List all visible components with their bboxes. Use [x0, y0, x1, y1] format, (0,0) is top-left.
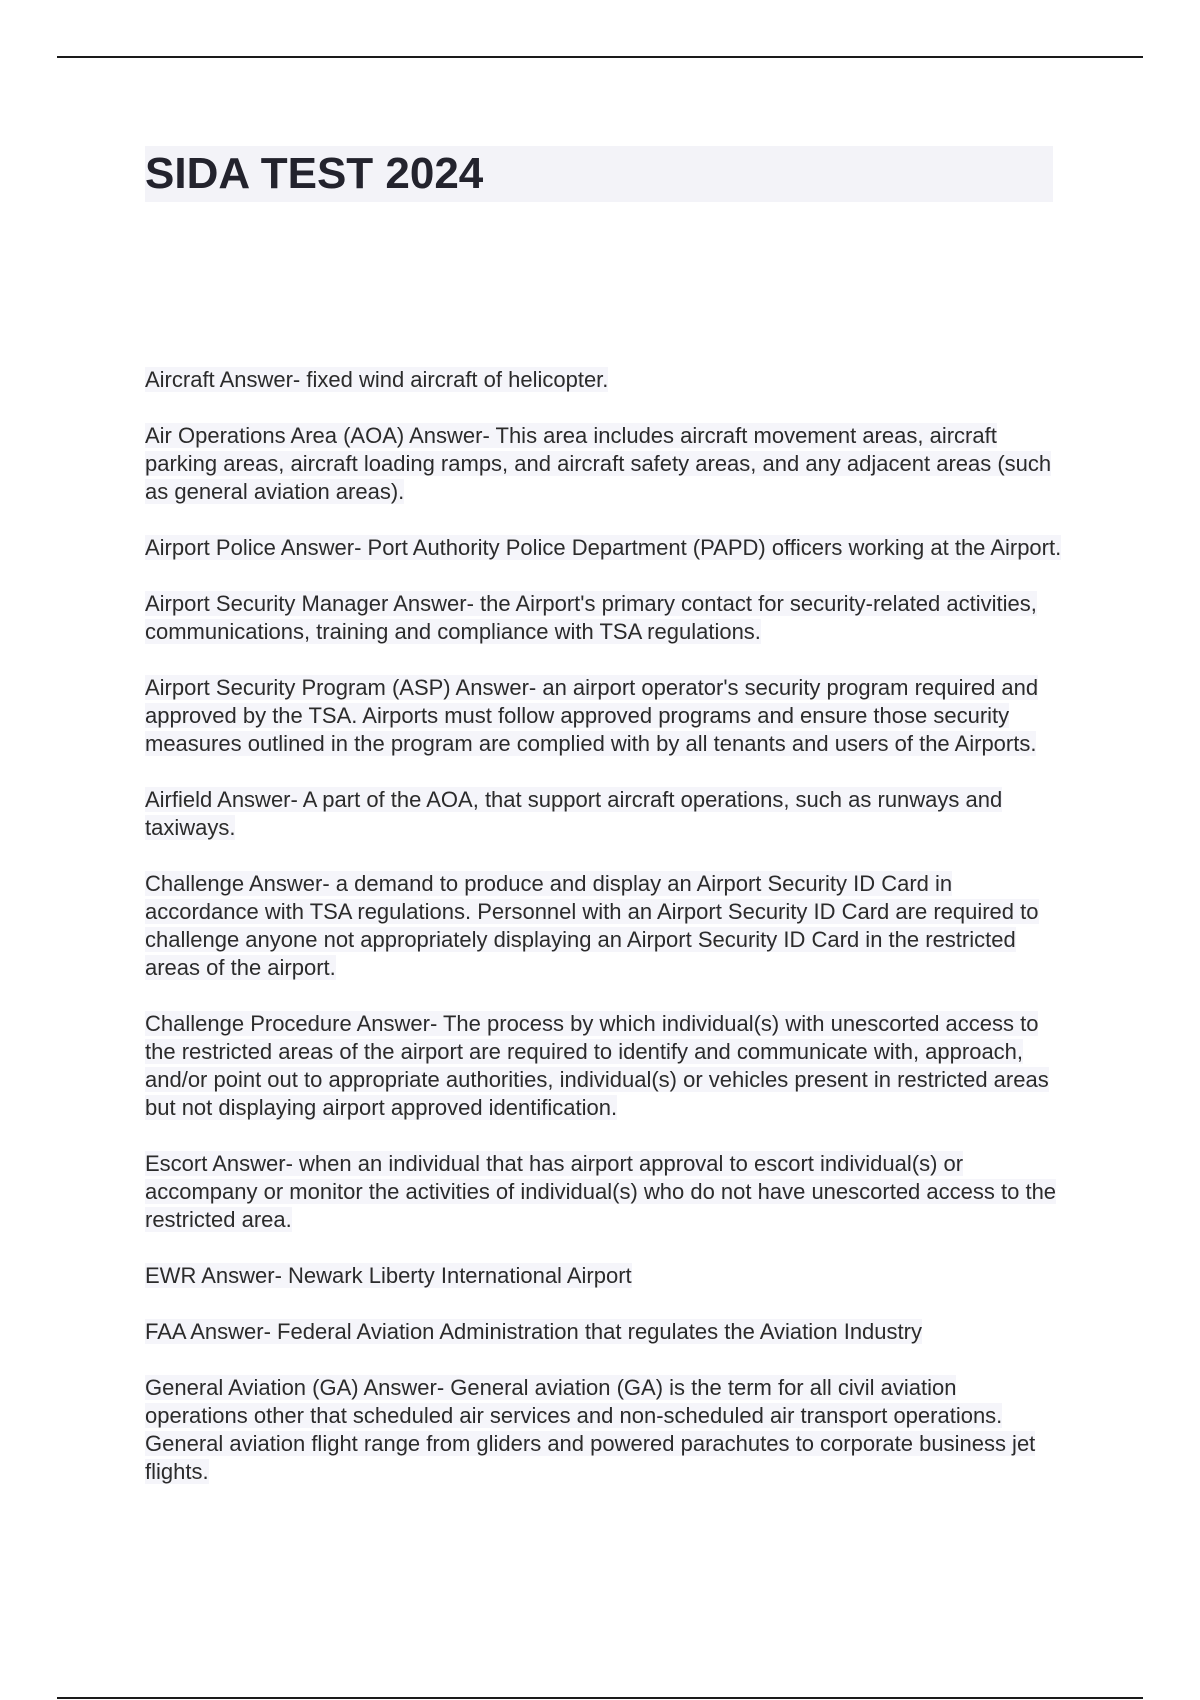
entry-text: Airport Police Answer- Port Authority Police Department (PAPD) officers working at the Airport.: [145, 535, 1062, 560]
glossary-entry: [145, 674, 1065, 758]
glossary-entry: [145, 366, 1065, 394]
entry-text: Escort Answer- when an individual that has airport approval to escort individual(s) or accompany or monitor the activities of individual(s) who do not have unescorted access to the restricted area.: [145, 1151, 1057, 1232]
glossary-entry: [145, 534, 1065, 562]
entry-text: FAA Answer- Federal Aviation Administration that regulates the Aviation Industry: [145, 1319, 922, 1344]
glossary-entry: [145, 590, 1065, 646]
entry-text: Airport Security Program (ASP) Answer- an airport operator's security program required and approved by the TSA. Airports must follow approved programs and ensure those security measures outlined in the program are complied with by all tenants and users of the Airports.: [145, 675, 1039, 756]
entry-text: Air Operations Area (AOA) Answer- This area includes aircraft movement areas, aircraft parking areas, aircraft loading ramps, and aircraft safety areas, and any adjacent areas (such as general aviation areas).: [145, 423, 1052, 504]
page-title: SIDA TEST 2024: [145, 149, 484, 198]
title-banner: [145, 146, 1053, 202]
glossary-entry: [145, 1374, 1065, 1486]
glossary-entry: [145, 422, 1065, 506]
entry-text: General Aviation (GA) Answer- General aviation (GA) is the term for all civil aviation operations other that scheduled air services and non-scheduled air transport operations. General aviation flight range from gliders and powered parachutes to corporate business jet flights.: [145, 1375, 1036, 1484]
glossary-list: [145, 366, 1065, 1514]
glossary-entry: [145, 1318, 1065, 1346]
glossary-entry: [145, 786, 1065, 842]
top-rule: [57, 56, 1143, 58]
bottom-rule: [57, 1697, 1143, 1699]
entry-text: Airport Security Manager Answer- the Airport's primary contact for security-related activities, communications, training and compliance with TSA regulations.: [145, 591, 1037, 644]
glossary-entry: [145, 870, 1065, 982]
entry-text: Challenge Procedure Answer- The process by which individual(s) with unescorted access to the restricted areas of the airport are required to identify and communicate with, approach, and/or point out to appropriate authorities, individual(s) or vehicles present in restricted areas but not displaying airport approved identification.: [145, 1011, 1049, 1120]
entry-text: EWR Answer- Newark Liberty International Airport: [145, 1263, 632, 1288]
glossary-entry: [145, 1150, 1065, 1234]
glossary-entry: [145, 1010, 1065, 1122]
glossary-entry: [145, 1262, 1065, 1290]
entry-text: Aircraft Answer- fixed wind aircraft of helicopter.: [145, 367, 609, 392]
entry-text: Airfield Answer- A part of the AOA, that support aircraft operations, such as runways and taxiways.: [145, 787, 1003, 840]
entry-text: Challenge Answer- a demand to produce and display an Airport Security ID Card in accordance with TSA regulations. Personnel with an Airport Security ID Card are required to challenge anyone not appropriately displaying an Airport Security ID Card in the restricted areas of the airport.: [145, 871, 1039, 980]
